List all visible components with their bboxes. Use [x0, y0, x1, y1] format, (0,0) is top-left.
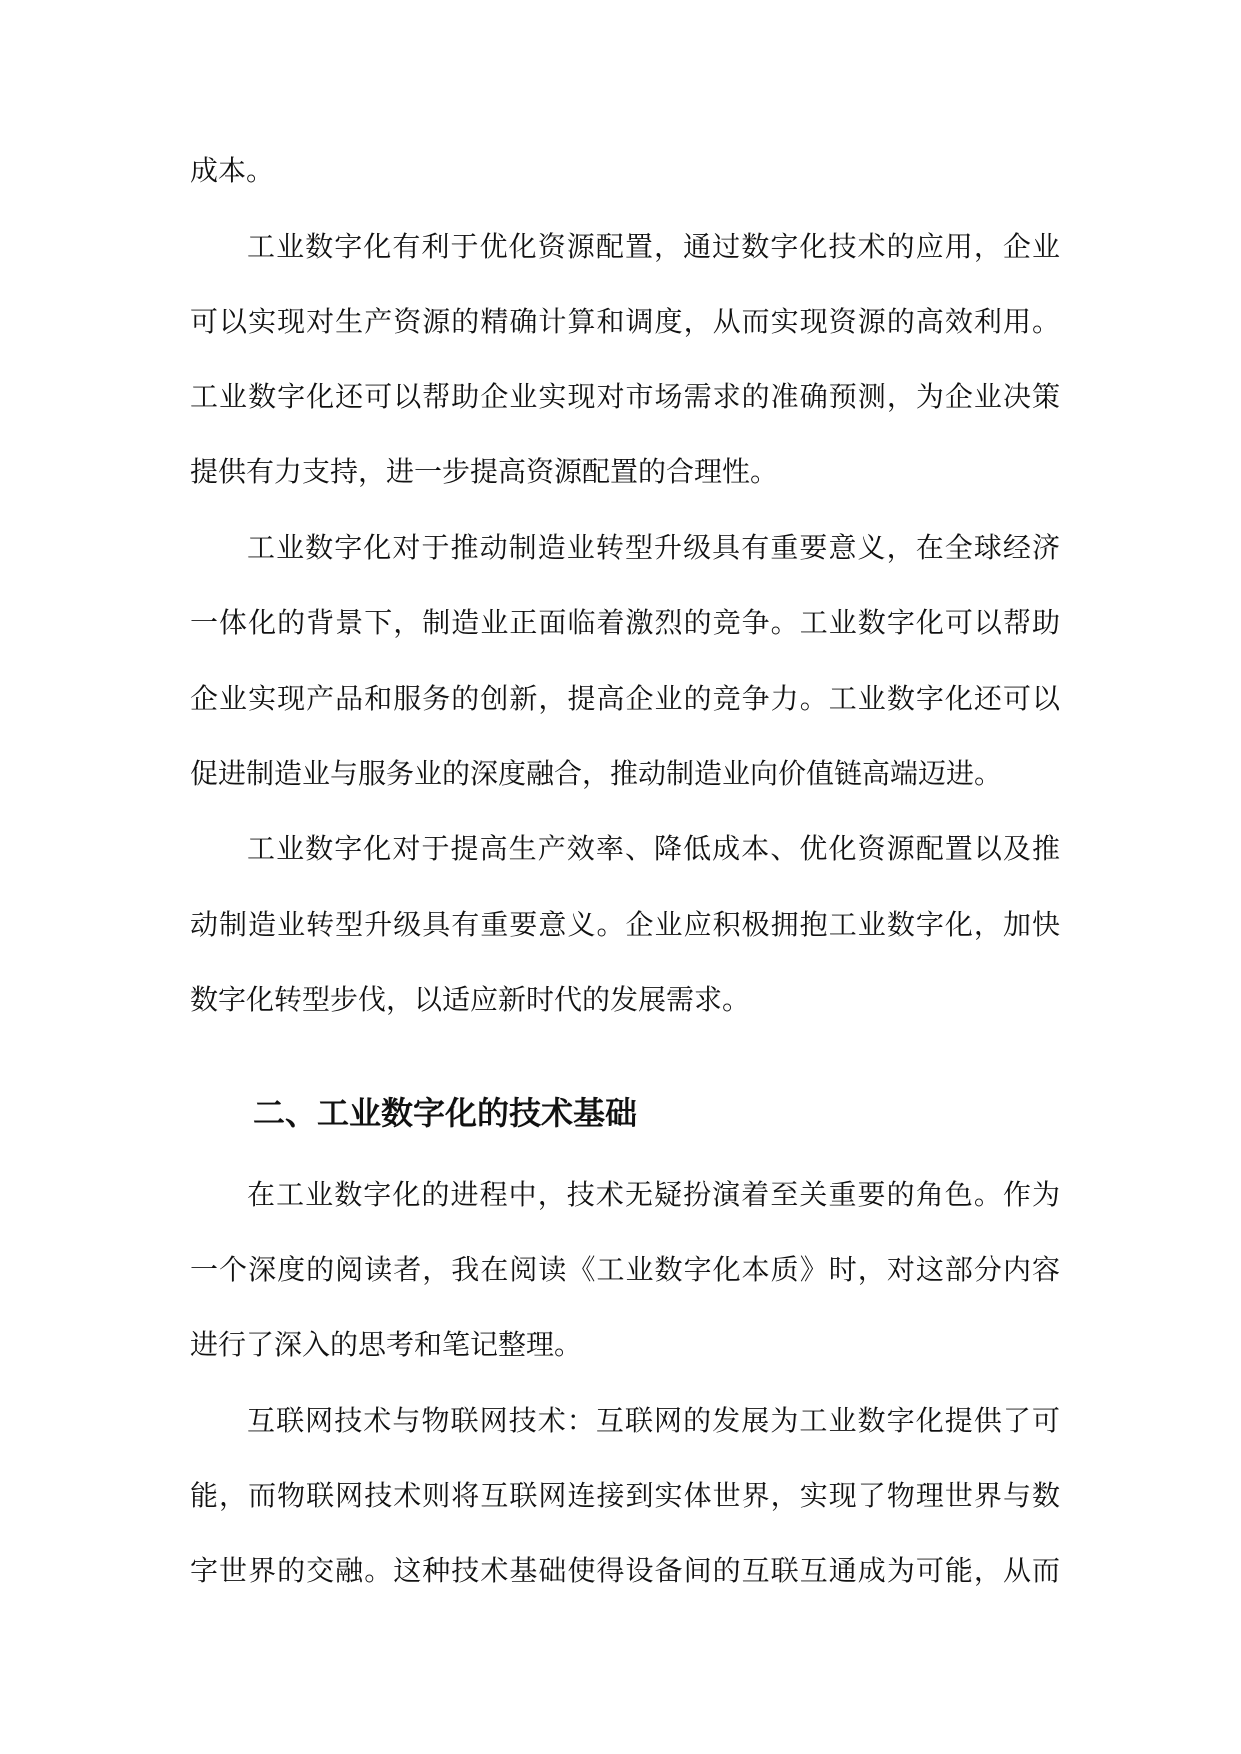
section-heading: 二、工业数字化的技术基础: [253, 1094, 638, 1132]
paragraph-line: 工业数字化对于提高生产效率、降低成本、优化资源配置以及推: [247, 832, 1060, 865]
paragraph-line: 企业实现产品和服务的创新，提高企业的竞争力。工业数字化还可以: [190, 682, 1060, 715]
paragraph-line: 一体化的背景下，制造业正面临着激烈的竞争。工业数字化可以帮助: [190, 606, 1060, 639]
paragraph-line: 字世界的交融。这种技术基础使得设备间的互联互通成为可能，从而: [190, 1554, 1060, 1587]
paragraph-line: 提供有力支持，进一步提高资源配置的合理性。: [190, 455, 779, 488]
paragraph-line: 能，而物联网技术则将互联网连接到实体世界，实现了物理世界与数: [190, 1479, 1060, 1512]
paragraph-line: 成本。: [190, 154, 275, 187]
paragraph-line: 在工业数字化的进程中，技术无疑扮演着至关重要的角色。作为: [247, 1178, 1060, 1211]
paragraph-line: 工业数字化有利于优化资源配置，通过数字化技术的应用，企业: [247, 230, 1060, 263]
paragraph-line: 一个深度的阅读者，我在阅读《工业数字化本质》时，对这部分内容: [190, 1253, 1060, 1286]
paragraph-line: 工业数字化对于推动制造业转型升级具有重要意义，在全球经济: [247, 531, 1060, 564]
paragraph-line: 进行了深入的思考和笔记整理。: [190, 1328, 583, 1361]
paragraph-line: 工业数字化还可以帮助企业实现对市场需求的准确预测，为企业决策: [190, 380, 1060, 413]
paragraph-line: 数字化转型步伐，以适应新时代的发展需求。: [190, 983, 751, 1016]
paragraph-line: 互联网技术与物联网技术：互联网的发展为工业数字化提供了可: [247, 1404, 1060, 1437]
paragraph-line: 动制造业转型升级具有重要意义。企业应积极拥抱工业数字化，加快: [190, 908, 1060, 941]
paragraph-line: 可以实现对生产资源的精确计算和调度，从而实现资源的高效利用。: [190, 305, 1060, 338]
paragraph-line: 促进制造业与服务业的深度融合，推动制造业向价值链高端迈进。: [190, 757, 1003, 790]
